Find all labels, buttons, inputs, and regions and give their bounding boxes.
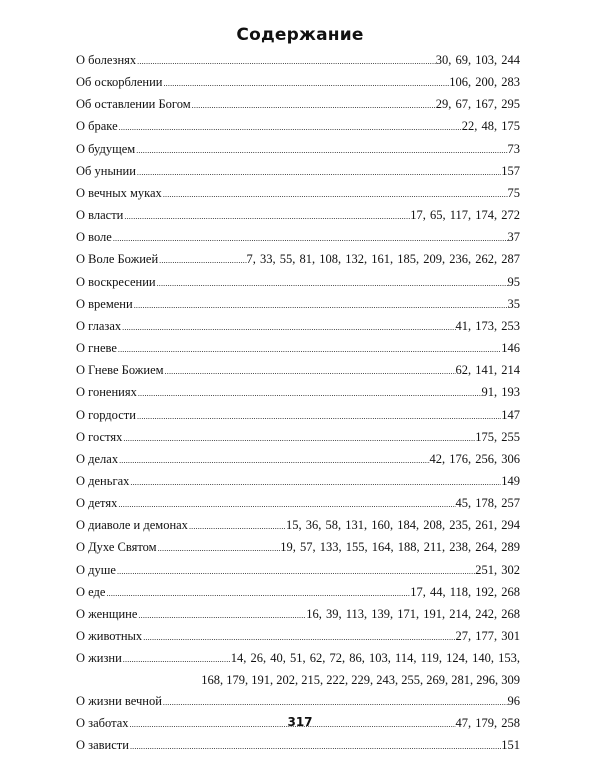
entry-label: О воле xyxy=(76,230,112,245)
entry-pages: 45, 178, 257 xyxy=(455,496,520,511)
toc-entry xyxy=(76,272,520,294)
dot-leader xyxy=(142,628,455,648)
toc-entry xyxy=(76,294,520,316)
entry-label: О женщине xyxy=(76,606,138,621)
entry-pages: 151 xyxy=(501,737,520,752)
entry-pages: 35 xyxy=(507,296,520,311)
entry-pages: 157 xyxy=(501,163,520,178)
entry-label: О Гневе Божием xyxy=(76,363,164,378)
toc-entry xyxy=(76,691,520,713)
toc-entry xyxy=(76,427,520,449)
toc-entry xyxy=(76,604,520,626)
entry-label: О воскресении xyxy=(76,274,156,289)
entry-label: Об оскорблении xyxy=(76,75,163,90)
toc-entry xyxy=(76,735,520,757)
toc-entry xyxy=(76,405,520,427)
entry-label: О гонениях xyxy=(76,385,137,400)
entry-pages: 29, 67, 167, 295 xyxy=(435,97,520,112)
dot-leader xyxy=(136,52,436,72)
entry-pages: 14, 26, 40, 51, 62, 72, 86, 103, 114, 119, 124, 140, 153, xyxy=(230,651,520,666)
toc-entry xyxy=(76,338,520,360)
entry-pages: 149 xyxy=(501,473,520,488)
dot-leader xyxy=(121,318,455,338)
page-number: 317 xyxy=(287,715,313,729)
dot-leader xyxy=(122,429,475,449)
entry-pages: 17, 44, 118, 192, 268 xyxy=(410,584,520,599)
entry-pages: 30, 69, 103, 244 xyxy=(435,53,520,67)
toc-entry xyxy=(76,227,520,249)
toc-entry xyxy=(76,626,520,648)
entry-label: О еде xyxy=(76,584,106,599)
toc-entry xyxy=(76,72,520,94)
entry-pages: 15, 36, 58, 131, 160, 184, 208, 235, 261, 294 xyxy=(286,518,520,533)
entry-label: О Воле Божией xyxy=(76,252,159,267)
toc-entry xyxy=(76,560,520,582)
toc-entry xyxy=(76,316,520,338)
entry-label: О глазах xyxy=(76,318,122,333)
dot-leader xyxy=(164,362,456,382)
toc-entry xyxy=(76,205,520,227)
dot-leader xyxy=(188,517,286,537)
dot-leader xyxy=(129,473,501,493)
entry-pages: 62, 141, 214 xyxy=(455,363,520,378)
entry-pages: 146 xyxy=(501,341,520,356)
dot-leader xyxy=(162,185,508,205)
dot-leader xyxy=(136,407,501,427)
dot-leader xyxy=(136,163,501,183)
dot-leader xyxy=(117,495,455,515)
toc-entry xyxy=(76,183,520,205)
entry-pages: 17, 65, 117, 174, 272 xyxy=(410,208,520,223)
entry-label: О делах xyxy=(76,451,119,466)
entry-pages: 22, 48, 175 xyxy=(461,119,520,134)
dot-leader xyxy=(118,118,462,138)
dot-leader xyxy=(118,451,429,471)
entry-label: О гостях xyxy=(76,429,123,444)
entry-pages-continuation: 168, 179, 191, 202, 215, 222, 229, 243, 255, 269, 281, 296, 309 xyxy=(201,673,520,688)
entry-pages: 251, 302 xyxy=(475,562,520,577)
toc-entry xyxy=(76,537,520,559)
dot-leader xyxy=(162,74,449,94)
dot-leader xyxy=(123,207,410,227)
dot-leader xyxy=(135,141,507,161)
toc-entry xyxy=(76,493,520,515)
toc-entry xyxy=(76,249,520,271)
entry-label: О будущем xyxy=(76,141,136,156)
dot-leader xyxy=(156,274,508,294)
entry-label: О детях xyxy=(76,496,118,511)
entry-label: О гордости xyxy=(76,407,136,422)
dot-leader xyxy=(133,296,508,316)
entry-label: О Духе Святом xyxy=(76,540,157,555)
entry-pages: 27, 177, 301 xyxy=(455,629,520,644)
entry-label: О браке xyxy=(76,119,118,134)
dot-leader xyxy=(137,606,306,626)
entry-pages: 37 xyxy=(507,230,520,245)
toc-entry xyxy=(76,582,520,604)
entry-label: О животных xyxy=(76,629,143,644)
entry-pages: 47, 179, 258 xyxy=(455,715,520,730)
entry-pages: 147 xyxy=(501,407,520,422)
entry-label: Об унынии xyxy=(76,163,136,178)
page-title: Содержание xyxy=(236,25,364,46)
dot-leader xyxy=(122,650,231,670)
entry-pages: 175, 255 xyxy=(475,429,520,444)
toc-entry xyxy=(76,116,520,138)
toc-entry xyxy=(76,449,520,471)
entry-pages: 91, 193 xyxy=(481,385,520,400)
entry-label: О времени xyxy=(76,296,133,311)
entry-label: О жизни xyxy=(76,651,122,666)
toc-entry xyxy=(76,648,520,690)
toc-entry xyxy=(76,50,520,72)
entry-label: О деньгах xyxy=(76,473,130,488)
dot-leader xyxy=(137,384,482,404)
entry-pages: 16, 39, 113, 139, 171, 191, 214, 242, 268 xyxy=(306,606,520,621)
toc-entry xyxy=(76,471,520,493)
dot-leader xyxy=(117,340,501,360)
dot-leader xyxy=(162,693,508,713)
dot-leader xyxy=(129,737,501,757)
dot-leader xyxy=(105,584,410,604)
toc-entry xyxy=(76,139,520,161)
toc-entry xyxy=(76,382,520,404)
entry-pages: 42, 176, 256, 306 xyxy=(429,451,520,466)
dot-leader xyxy=(191,96,436,116)
dot-leader xyxy=(116,562,475,582)
toc-entry xyxy=(76,94,520,116)
dot-leader xyxy=(112,229,508,249)
entry-pages: 7, 33, 55, 81, 108, 132, 161, 185, 209, 236, 262, 287 xyxy=(246,252,520,267)
table-of-contents xyxy=(76,50,520,757)
entry-pages: 95 xyxy=(507,274,520,289)
entry-pages: 19, 57, 133, 155, 164, 188, 211, 238, 264, 289 xyxy=(280,540,520,555)
entry-label: Об оставлении Богом xyxy=(76,97,191,112)
entry-pages: 96 xyxy=(507,693,520,708)
entry-label: О болезнях xyxy=(76,53,137,67)
entry-label: О душе xyxy=(76,562,116,577)
entry-pages: 106, 200, 283 xyxy=(449,75,520,90)
toc-entry xyxy=(76,515,520,537)
toc-entry xyxy=(76,360,520,382)
entry-label: О гневе xyxy=(76,341,117,356)
dot-leader xyxy=(157,539,281,559)
entry-pages: 75 xyxy=(507,185,520,200)
entry-label: О власти xyxy=(76,208,124,223)
dot-leader xyxy=(158,251,246,271)
entry-pages: 41, 173, 253 xyxy=(455,318,520,333)
entry-label: О зависти xyxy=(76,737,129,752)
entry-pages: 73 xyxy=(507,141,520,156)
entry-label: О заботах xyxy=(76,715,129,730)
entry-label: О вечных муках xyxy=(76,185,162,200)
entry-label: О жизни вечной xyxy=(76,693,162,708)
toc-entry xyxy=(76,161,520,183)
entry-label: О диаволе и демонах xyxy=(76,518,188,533)
